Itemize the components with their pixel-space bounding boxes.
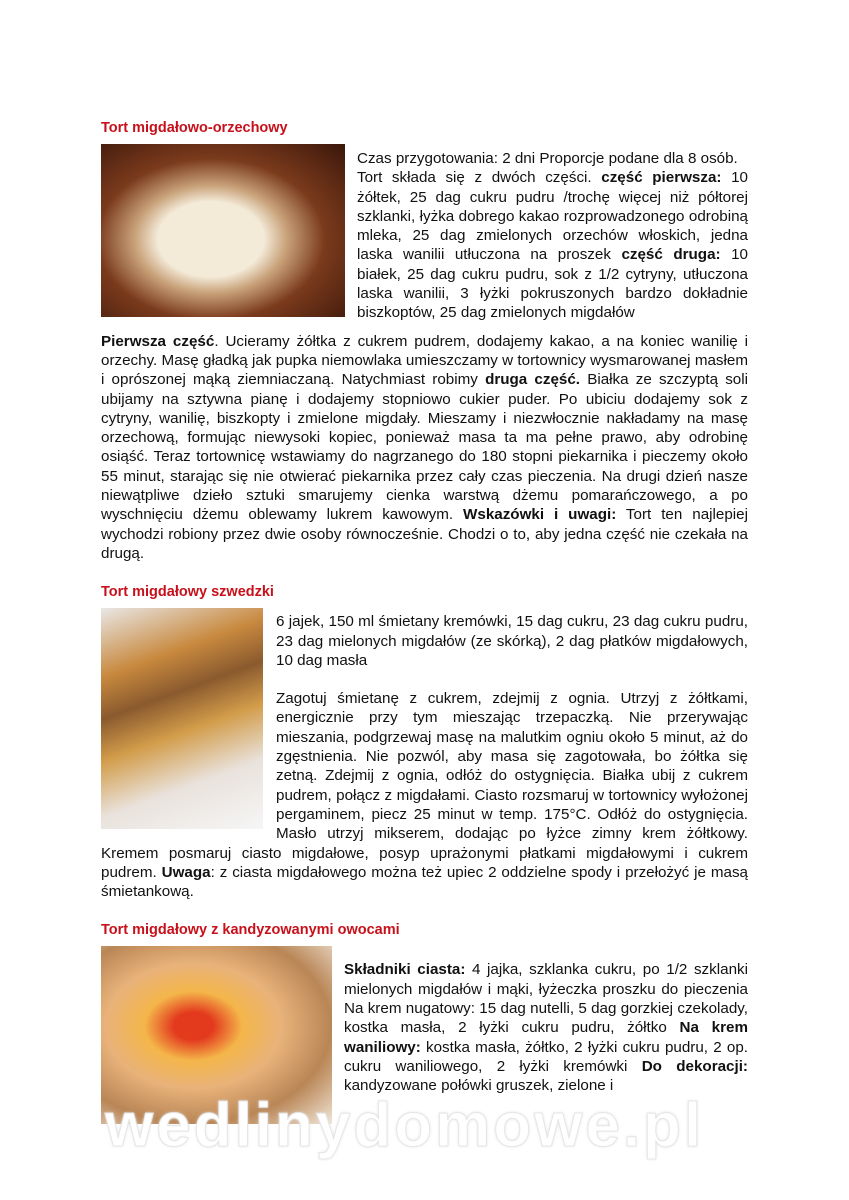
bold-text: Uwaga: [161, 863, 211, 881]
cake-photo: [101, 144, 345, 317]
bold-text: Składniki ciasta:: [344, 961, 466, 979]
text-run: kandyzowane połówki gruszek, zielone i: [344, 1077, 614, 1095]
text-run: 10 żółtek, 25 dag cukru pudru /trochę więcej niż półtorej szklanki, łyżka dobrego kakao rozprowadzonego odrobiną mleka, 25 dag zmielonych orzechów włoskich, jedna laska wanilii utłuczona na proszek: [357, 169, 748, 264]
text-run: Czas przygotowania: 2 dni Proporcje podane dla 8 osób.: [357, 150, 738, 167]
text-run: . Ucieramy żółtka z cukrem pudrem, dodajemy kakao, a na koniec wanilię i orzechy. Masę gładką jak pupka niemowlaka umieszczamy w tortownicy wysmarowanej masłem i oprószonej mąką ziemniaczaną. Natychmiast robimy: [101, 332, 749, 389]
text-run: 10 białek, 25 dag cukru pudru, sok z 1/2 cytryny, utłuczona laska wanilii, 3 łyżki pokruszonych bardzo dokładnie biszkoptów, 25 dag zmielonych migdałów: [357, 246, 748, 322]
bold-text: druga część.: [485, 371, 581, 389]
text-run: 4 jajka, szklanka cukru, po 1/2 szklanki mielonych migdałów i mąki, łyżeczka proszku do pieczenia Na krem nugatowy: 15 dag nutelli, 5 dag gorzkiej czekolady, kostka masła, 2 łyżki cukru pudru, żółtko: [344, 961, 748, 1037]
text-run: : z ciasta migdałowego można też upiec 2 oddzielne spody i przełożyć je masą śmietankową.: [101, 863, 748, 901]
watermark: wedlinydomowe.pl: [105, 1091, 705, 1160]
document-page: [101, 119, 748, 1126]
bold-text: Wskazówki i uwagi:: [463, 506, 617, 524]
text-run: 6 jajek, 150 ml śmietany kremówki, 15 dag cukru, 23 dag cukru pudru, 23 dag mielonych migdałów (ze skórką), 2 dag płatków migdałowych, 10 dag masła: [276, 613, 748, 669]
bold-text: część pierwsza:: [601, 169, 722, 187]
bold-text: część druga:: [621, 246, 721, 264]
text-run: Białka ze szczyptą soli ubijamy na sztywna pianę i dodajemy stopniowo cukier puder. Po ubiciu dodajemy sok z cytryny, wanilię, biszkopty i zmielone migdały. Mieszamy i niezwłocznie nakładamy na masę orzechową, formując niewysoki kopiec, ponieważ masa ta ma pełne prawo, aby odrobinę osiąść. Teraz tortownicę wstawiamy do nagrzanego do 180 stopni piekarnika i pieczemy około 55 minut, starając się nie otwierać piekarnika przez cały czas pieczenia. Na drugi dzień nasze niewątpliwe dzieło sztuki smarujemy cienka warstwą dżemu pomarańczowego, a po wyschnięciu dżemu oblewamy lukrem kawowym.: [101, 371, 748, 524]
cake-photo: [101, 608, 263, 829]
instructions-paragraph: [101, 332, 748, 564]
recipe-title: Tort migdałowo-orzechowy: [101, 120, 288, 136]
text-run: Tort składa się z dwóch części.: [357, 169, 602, 187]
text-run: Tort ten najlepiej wychodzi robiony przez dwie osoby równocześnie. Chodzi o to, aby jedna część nie czekała na drugą.: [101, 506, 748, 562]
text-run: Zagotuj śmietanę z cukrem, zdejmij z ognia. Utrzyj z żółtkami, energicznie przy tym mieszając trzepaczką. Nie przerywając mieszania, podgrzewaj masę na malutkim ogniu około 5 minut, aż do zgęstnienia. Nie pozwól, aby masa się zagotowała, bo żółtka się zetną. Zdejmij z ognia, odłóż do ostygnięcia. Białka ubij z cukrem pudrem, połącz z migdałami. Ciasto rozsmaruj w tortownicy wyłożonej pergaminem, piecz 25 minut w temp. 175°C. Odłóż do ostygnięcia. Masło utrzyj mikserem, dodając po łyżce zimny krem żółtkowy. Kremem posmaruj ciasto migdałowe, posyp uprażonymi płatkami migdałowymi i cukrem pudrem.: [101, 690, 748, 881]
bold-text: Na krem waniliowy:: [344, 1019, 748, 1056]
recipe-title: Tort migdałowy z kandyzowanymi owocami: [101, 922, 400, 939]
bold-text: Do dekoracji:: [641, 1057, 748, 1075]
recipe-title: Tort migdałowy szwedzki: [101, 584, 274, 601]
bold-text: Pierwsza część: [101, 332, 215, 350]
text-run: kostka masła, żółtko, 2 łyżki cukru pudru, 2 op. cukru waniliowego, 2 łyżki kremówki: [344, 1038, 748, 1075]
recipe-intro: [101, 144, 748, 323]
